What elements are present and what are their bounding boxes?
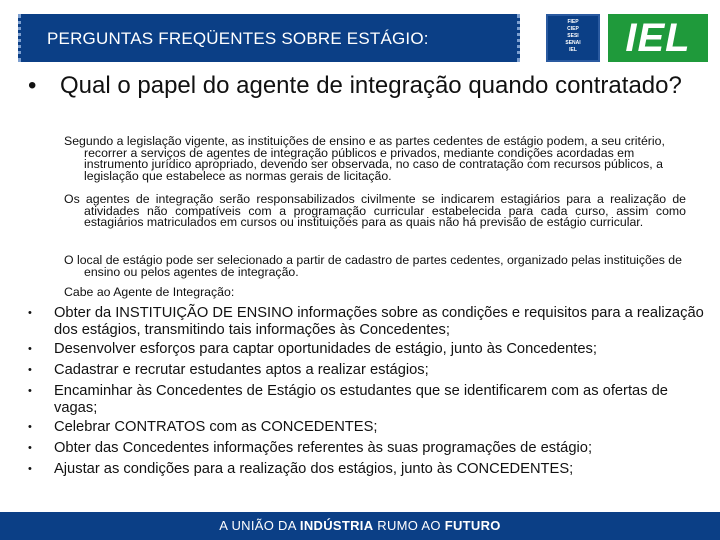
slogan-part-bold: INDÚSTRIA	[299, 518, 374, 533]
paragraph-location	[64, 255, 686, 278]
iel-logo: IEL	[608, 14, 708, 62]
bullet-icon: •	[28, 72, 37, 99]
list-item-text: Encaminhar às Concedentes de Estágio os estudantes que se identificarem com as ofertas de vagas;	[54, 383, 668, 416]
list-item-text: Obter das Concedentes informações referentes às suas programações de estágio;	[54, 440, 593, 456]
list-item	[28, 362, 708, 383]
bullet-icon: •	[28, 385, 32, 397]
duties-list	[28, 305, 708, 482]
slogan-part: A UNIÃO DA	[219, 518, 300, 533]
logo-line: IEL	[569, 47, 577, 53]
list-item-text: Ajustar as condições para a realização dos estágios, junto às CONCEDENTES;	[54, 461, 574, 477]
list-item-text: Obter da INSTITUIÇÃO DE ENSINO informações sobre as condições e requisitos para a realização dos estágios, transmitindo tais informações às Concedentes;	[54, 305, 704, 338]
paragraph-legislation	[64, 136, 686, 182]
paragraph-text: O local de estágio pode ser selecionado a partir de cadastro de partes cedentes, organizado pelas instituições de ensino ou pelos agentes de integração.	[64, 253, 682, 279]
paragraph-intro	[64, 287, 686, 299]
paragraph-text: Segundo a legislação vigente, as instituições de ensino e as partes cedentes de estágio podem, a seu critério, recorrer a serviços de agentes de integração públicos e privados, mediante condições acordadas em instrumento jurídico apropriado, devendo ser observada, no caso de contratação com recursos públicos, a legislação que estabelece as normas gerais de licitação.	[64, 134, 665, 183]
title-banner	[18, 14, 520, 62]
bullet-icon: •	[28, 307, 32, 319]
list-item	[28, 419, 708, 440]
bullet-icon: •	[28, 364, 32, 376]
question-text: Qual o papel do agente de integração quando contratado?	[60, 72, 682, 99]
list-item	[28, 461, 708, 482]
logo-line: CIEP	[567, 26, 579, 32]
bullet-icon: •	[28, 343, 32, 355]
list-item	[28, 341, 708, 362]
list-item	[28, 305, 708, 341]
paragraph-text: Os agentes de integração serão responsabilizados civilmente se indicarem estagiários para a realização de atividades não compatíveis com a programação curricular estabelecida para cada curso, assim como estagiários matriculados em cursos ou instituições para as quais não há previsão de estágio curricular.	[64, 192, 686, 230]
paragraph-text: Cabe ao Agente de Integração:	[64, 285, 235, 299]
paragraph-responsibility	[64, 194, 686, 229]
bullet-icon: •	[28, 463, 32, 475]
list-item-text: Cadastrar e recrutar estudantes aptos a realizar estágios;	[54, 362, 429, 378]
list-item-text: Desenvolver esforços para captar oportunidades de estágio, junto às Concedentes;	[54, 341, 597, 357]
slogan-part: RUMO AO	[373, 518, 445, 533]
logo-line: SENAI	[565, 40, 581, 46]
bullet-icon: •	[28, 421, 32, 433]
slogan-part-bold: FUTURO	[444, 518, 501, 533]
logo-line: SESI	[567, 33, 579, 39]
footer-slogan	[0, 512, 720, 540]
list-item	[28, 383, 708, 419]
system-logo	[546, 14, 600, 62]
list-item-text: Celebrar CONTRATOS com as CONCEDENTES;	[54, 419, 378, 435]
bullet-icon: •	[28, 442, 32, 454]
list-item	[28, 440, 708, 461]
logo-line: FIEP	[567, 19, 579, 25]
page-title: PERGUNTAS FREQÜENTES SOBRE ESTÁGIO:	[47, 29, 429, 48]
